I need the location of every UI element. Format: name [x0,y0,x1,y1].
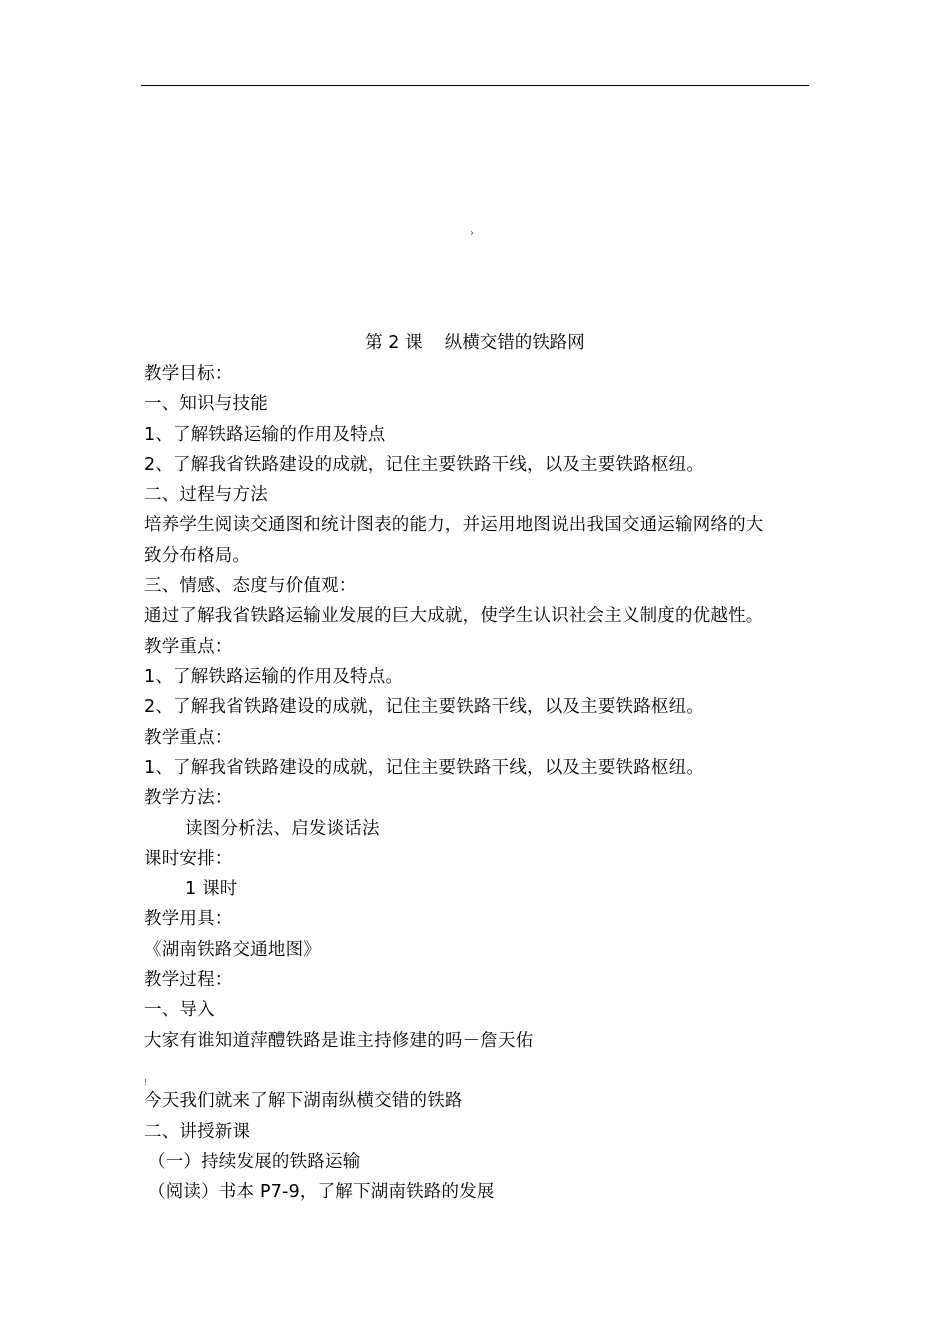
stray-mark: ! [144,1078,148,1087]
text-line: 1、了解我省铁路建设的成就，记住主要铁路干线，以及主要铁路枢纽。 [144,758,705,778]
text-line: 三、情感、态度与价值观： [144,576,357,596]
text-line: 教学用具： [144,909,233,929]
stray-mark: › [470,228,474,239]
text-line: 致分布格局。 [144,546,251,566]
header-rule [141,85,809,86]
text-line: 二、过程与方法 [144,485,268,505]
text-line: 通过了解我省铁路运输业发展的巨大成就，使学生认识社会主义制度的优越性。 [144,606,764,626]
text-line: （阅读）书本 P7-9，了解下湖南铁路的发展 [148,1182,495,1202]
lesson-title: 第 2 课 纵横交错的铁路网 [365,333,585,353]
text-line: 一、知识与技能 [144,394,268,414]
text-line: 今天我们就来了解下湖南纵横交错的铁路 [144,1091,463,1111]
text-line: 教学重点： [144,637,233,657]
text-line: 二、讲授新课 [144,1122,251,1142]
text-line: 教学方法： [144,788,233,808]
text-line-indented: 读图分析法、启发谈话法 [185,819,380,839]
text-line: （一）持续发展的铁路运输 [148,1152,361,1172]
text-line-indented: 1 课时 [185,879,238,899]
text-line: 1、了解铁路运输的作用及特点。 [144,667,404,687]
text-line: 大家有谁知道萍醴铁路是谁主持修建的吗－詹天佑 [144,1031,534,1051]
text-line: 一、导入 [144,1000,215,1020]
text-line: 2、了解我省铁路建设的成就，记住主要铁路干线，以及主要铁路枢纽。 [144,697,705,717]
text-line: 2、了解我省铁路建设的成就，记住主要铁路干线，以及主要铁路枢纽。 [144,455,705,475]
text-line: 课时安排： [144,849,233,869]
text-line: 1、了解铁路运输的作用及特点 [144,425,386,445]
text-line: 教学目标： [144,364,233,384]
text-line: 培养学生阅读交通图和统计图表的能力，并运用地图说出我国交通运输网络的大 [144,515,764,535]
text-line: 教学重点： [144,728,233,748]
text-line: 《湖南铁路交通地图》 [144,940,321,960]
text-line: 教学过程： [144,970,233,990]
